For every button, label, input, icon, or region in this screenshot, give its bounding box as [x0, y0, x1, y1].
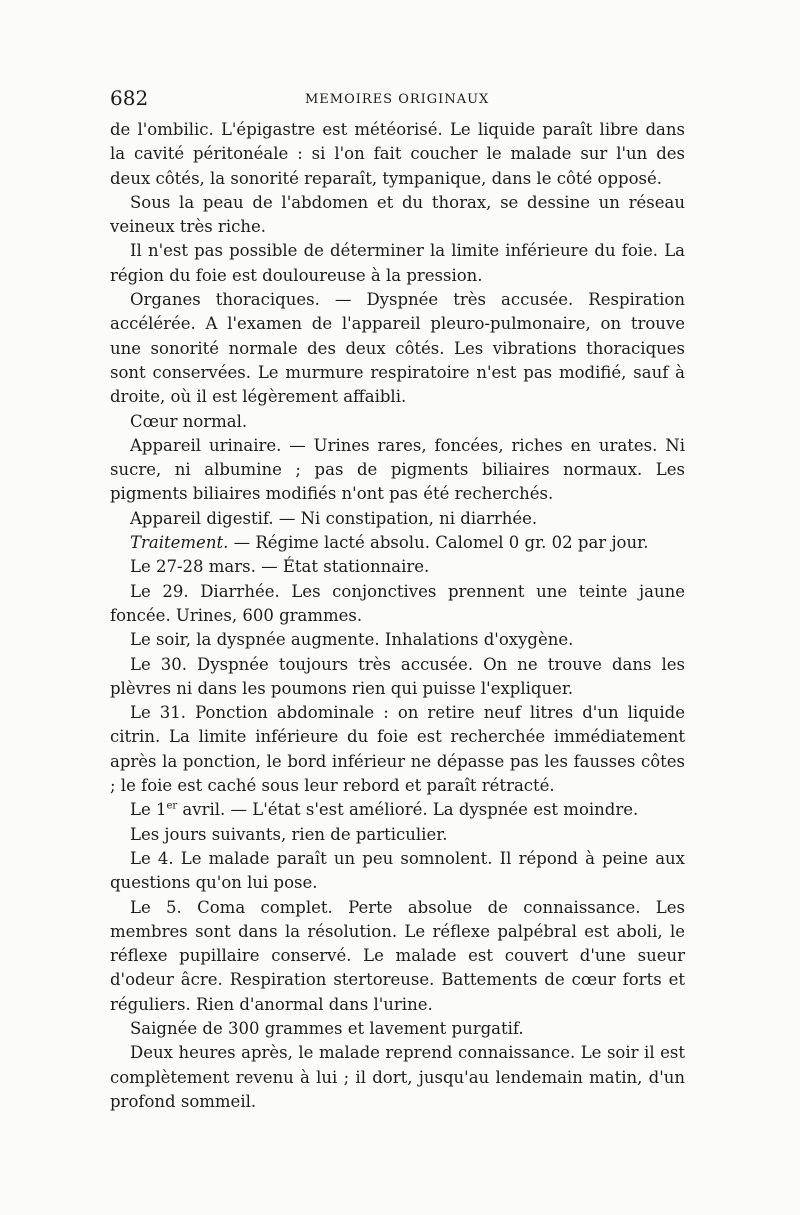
paragraph: Le 30. Dyspnée toujours très accusée. On ne trouve dans les plèvres ni dans les poumons rien qui puisse l'expliquer. — [110, 654, 685, 698]
paragraph-traitement — [110, 531, 685, 555]
paragraph: Le 31. Ponction abdominale : on retire neuf litres d'un liquide citrin. La limite inférieure du foie est recherchée immédiatement après la ponction, le bord inférieur ne dépasse pas les fausses côtes ; le foie est caché sous leur rebord et paraît rétracté. — [110, 703, 685, 796]
paragraph: Le 27-28 mars. — État stationnaire. — [130, 557, 430, 577]
paragraph: Le 29. Diarrhée. Les conjonctives prennent une teinte jaune foncée. Urines, 600 grammes. — [110, 581, 685, 625]
avril-sup: er — [166, 800, 178, 812]
paragraph: Il n'est pas possible de déterminer la limite inférieure du foie. La région du foie est douloureuse à la pression. — [110, 241, 685, 285]
page-number: 682 — [110, 86, 149, 110]
traitement-label: Traitement. — [130, 533, 229, 553]
paragraph: Organes thoraciques. — Dyspnée très accusée. Respiration accélérée. A l'examen de l'appareil pleuro-pulmonaire, on trouve une sonorité normale des deux côtés. Les vibrations thoraciques sont conservées. Le murmure respiratoire n'est pas modifié, sauf à droite, où il est légèrement affaibli. — [110, 290, 685, 407]
page-header — [110, 86, 685, 114]
avril-text: avril. — L'état s'est amélioré. La dyspnée est moindre. — [177, 800, 639, 820]
avril-prefix: Le 1 — [130, 800, 167, 820]
paragraph: Appareil urinaire. — Urines rares, foncées, riches en urates. Ni sucre, ni albumine ; pas de pigments biliaires normaux. Les pigments biliaires modifiés n'ont pas été recherchés. — [110, 435, 685, 504]
paragraph: Appareil digestif. — Ni constipation, ni diarrhée. — [130, 508, 538, 528]
paragraph: Le 5. Coma complet. Perte absolue de connaissance. Les membres sont dans la résolution. Le réflexe palpébral est aboli, le réflexe pupillaire conservé. Le malade est couvert d'une sueur d'odeur âcre. Respiration stertoreuse. Battements de cœur forts et réguliers. Rien d'anormal dans l'urine. — [110, 897, 685, 1014]
paragraph: Sous la peau de l'abdomen et du thorax, se dessine un réseau veineux très riche. — [110, 192, 685, 237]
paragraph: Cœur normal. — [130, 411, 248, 431]
paragraph: de l'ombilic. L'épigastre est météorisé. Le liquide paraît libre dans la cavité péritonéale : si l'on fait coucher le malade sur l'un des deux côtés, la sonorité reparaît, tympanique, dans le côté opposé. — [110, 120, 685, 188]
traitement-text: — Régime lacté absolu. Calomel 0 gr. 02 par jour. — [228, 533, 649, 553]
paragraph: Le soir, la dyspnée augmente. Inhalations d'oxygène. — [130, 630, 574, 650]
paragraph: Le 4. Le malade paraît un peu somnolent. Il répond à peine aux questions qu'on lui pose. — [110, 848, 685, 893]
running-head: MEMOIRES ORIGINAUX — [305, 92, 490, 107]
body-text — [110, 118, 685, 1114]
paragraph: Les jours suivants, rien de particulier. — [130, 824, 448, 844]
paragraph-avril — [110, 798, 685, 822]
paragraph: Saignée de 300 grammes et lavement purgatif. — [130, 1018, 524, 1038]
paragraph: Deux heures après, le malade reprend connaissance. Le soir il est complètement revenu à lui ; il dort, jusqu'au lendemain matin, d'un profond sommeil. — [110, 1043, 685, 1111]
